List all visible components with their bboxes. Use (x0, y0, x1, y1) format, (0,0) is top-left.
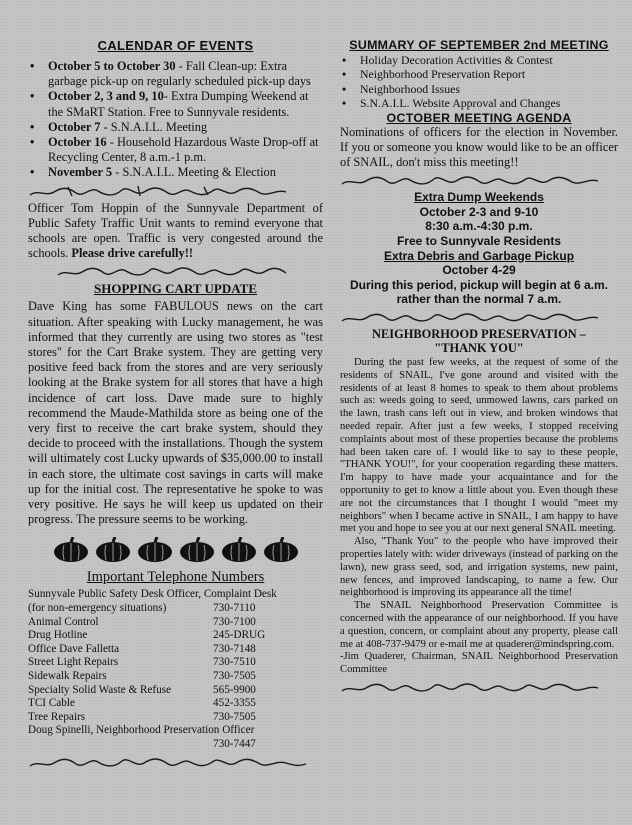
summary-item: • Holiday Decoration Activities & Contest (342, 53, 553, 67)
phone-row: Office Dave Falletta 730-7148 (28, 642, 256, 655)
snail-divider (340, 309, 618, 325)
np-title: NEIGHBORHOOD PRESERVATION – (372, 326, 586, 341)
pickup-title: Extra Debris and Garbage Pickup (383, 248, 575, 263)
phone-row: TCI Cable 452-3355 (28, 697, 256, 710)
cart-title: SHOPPING CART UPDATE (93, 281, 258, 297)
calendar-item: • October 2, 3 and 9, 10- Extra Dumping Weekend at the SMaRT Station. Free to Sunnyvale residents. (30, 89, 309, 119)
np-paragraph: During the past few weeks, at the request of some of the residents of SNAIL, I've gone around and visited with the residents of at least 8 homes to speak to them about problems such as: weeds going to seed, unmowed lawns, cars parked on the lawn, trash cans left out in view, and broken windows that needed repair. After just a few weeks, I stopped receiving complaints about most of these properties because the problems had been taken care of. I would like to say to these people, "THANK YOU!", for your cooperation regarding these matters. I'm happy to have made your acquaintance and for the opportunity to get to know a little about you. Even though these are not the circumstances that I thought I would "meet my neighbors" when I became active in SNAIL, I am happy to have met you and hope to see you at our next general SNAIL meeting. (340, 356, 618, 535)
dump-free: Free to Sunnyvale Residents (396, 234, 562, 249)
snail-divider (28, 263, 323, 279)
dump-title: Extra Dump Weekends (414, 190, 544, 205)
pumpkin-icon (53, 537, 89, 563)
pumpkin-icon (137, 537, 173, 563)
phone-list (28, 602, 323, 724)
dump-hours: 8:30 a.m.-4:30 p.m. (425, 219, 533, 234)
calendar-title: CALENDAR OF EVENTS (97, 38, 254, 53)
summary-item: • Neighborhood Issues (342, 81, 460, 96)
phone-row: Street Light Repairs 730-7510 (28, 656, 256, 669)
phone-officer-line: Doug Spinelli, Neighborhood Preservation Officer (28, 724, 255, 737)
pumpkin-icon (95, 537, 131, 563)
np-paragraph: The SNAIL Neighborhood Preservation Committee is concerned with the appearance of our neighborhood. If you have a question, concern, or complaint about any property, please call me at 408-737-9479 or e-mail me at quaderer@mindspring.com. (340, 600, 618, 650)
right-column (340, 38, 618, 697)
calendar-item: • November 5 - S.N.A.I.L. Meeting & Election (30, 165, 276, 180)
np-signature: -Jim Quaderer, Chairman, SNAIL Neighborhood Preservation Committee (340, 651, 618, 676)
phone-row: (for non-emergency situations) 730-7110 (28, 602, 256, 615)
phone-row: Tree Repairs 730-7505 (28, 710, 256, 723)
summary-item: • Neighborhood Preservation Report (342, 67, 526, 82)
calendar-item: • October 5 to October 30 - Fall Clean-up: Extra garbage pick-up on regularly scheduled pick-up days (30, 59, 311, 89)
phone-row: Drug Hotline 245-DRUG (28, 629, 266, 642)
cart-update-text: Dave King has some FABULOUS news on the cart situation. After speaking with Lucky management, he was informed that they currently are using two stores as "test stores" for the Cart Brake system. They are getting very positive feed back from the stores and are very seriously looking at the Brake system for all stores that have a high incidence of cart loss. Dave made sure to highly recommend the Maude-Mathilda store as being one of the very first to receive the cart brake system, should they decide to proceed with the installations. Though the system will ultimately cost Lucky upwards of $35,000.00 to install in each store, the ultimate cost savings in carts will make up for the initial cost. The representative he spoke to was very positive. He says he will keep us updated on their progress. The pressure seems to be working. (28, 299, 323, 527)
calendar-item: • October 7 - S.N.A.I.L. Meeting (30, 119, 208, 134)
pickup-dates: October 4-29 (442, 263, 516, 278)
snail-divider (28, 754, 323, 770)
pumpkin-icon (179, 537, 215, 563)
phone-header-line: Sunnyvale Public Safety Desk Officer, Complaint Desk (28, 588, 277, 601)
snail-divider (340, 679, 618, 695)
snail-divider (28, 183, 323, 199)
traffic-notice: Officer Tom Hoppin of the Sunnyvale Department of Public Safety Traffic Unit wants to remind everyone that schools are open. Traffic is very congested around the schools. Please drive carefully!! (28, 200, 323, 261)
phone-numbers-title: Important Telephone Numbers (86, 569, 265, 586)
pickup-note: rather than the normal 7 a.m. (396, 292, 562, 307)
calendar-item: • October 16 - Household Hazardous Waste Drop-off at Recycling Center, 8 a.m.-1 p.m. (30, 135, 319, 165)
snail-divider (340, 172, 618, 188)
left-column (28, 38, 323, 772)
summary-title: SUMMARY OF SEPTEMBER 2nd MEETING (349, 38, 609, 52)
pumpkin-row (28, 537, 323, 563)
pickup-note: During this period, pickup will begin at 6 a.m. (349, 277, 609, 292)
agenda-title: OCTOBER MEETING AGENDA (386, 110, 572, 125)
dump-dates: October 2-3 and 9-10 (419, 204, 539, 219)
phone-officer-number: 730-7447 (213, 738, 256, 751)
phone-row: Animal Control 730-7100 (28, 615, 256, 628)
summary-list (340, 53, 618, 111)
phone-row: Specialty Solid Waste & Refuse 565-9900 (28, 683, 256, 696)
pumpkin-icon (263, 537, 299, 563)
np-subtitle: "THANK YOU" (434, 340, 524, 355)
np-paragraph: Also, "Thank You" to the people who have improved their properties lately with: wider driveways (instead of parking on the lawn), new grass seed, sod, and irrigation systems, new paint, new fences, and improved landscaping, to name a few. Our neighborhood is improving its appearance all the time! (340, 536, 618, 599)
phone-row: Sidewalk Repairs 730-7505 (28, 670, 256, 683)
calendar-list (28, 59, 323, 181)
agenda-text: Nominations of officers for the election in November. If you or someone you know would like to be an officer of SNAIL, don't miss this meeting!! (340, 124, 618, 170)
summary-item: • S.N.A.I.L. Website Approval and Changes (342, 96, 561, 111)
pumpkin-icon (221, 537, 257, 563)
